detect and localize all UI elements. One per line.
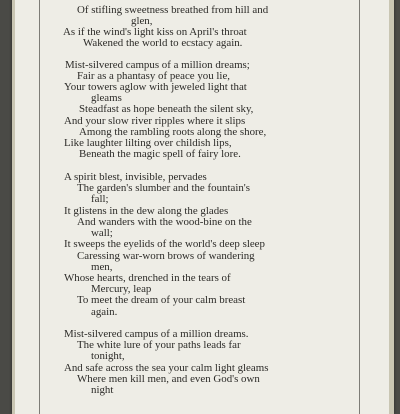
poem-line: And safe across the sea your calm light gleams (64, 362, 269, 374)
poem-line: Of stifling sweetness breathed from hill and (77, 4, 269, 16)
poem-line: It sweeps the eyelids of the world's deep sleep (64, 238, 265, 250)
poem-line: Mist-silvered campus of a million dreams; (65, 59, 250, 71)
poem-line: And your slow river ripples where it slips (64, 115, 246, 127)
poem-line: A spirit blest, invisible, pervades (64, 171, 207, 183)
poem-line: Whose hearts, drenched in the tears of (64, 272, 231, 284)
poem-line: It glistens in the dew along the glades (64, 205, 229, 217)
poem-line: Fair as a phantasy of peace you lie, (77, 70, 231, 82)
poem-line: Where men kill men, and even God's own (77, 373, 260, 385)
poem-card (15, 0, 389, 414)
poem-line: Like laughter lilting over childish lips, (64, 137, 232, 149)
poem-line: The white lure of your paths leads far (77, 339, 241, 351)
right-border-rule (359, 0, 360, 414)
poem-line: glen, (131, 15, 153, 27)
poem-line: fall; (91, 193, 109, 205)
poem-line: Caressing war-worn brows of wandering (77, 250, 255, 262)
poem-line: wall; (91, 227, 113, 239)
poem-line: Your towers aglow with jeweled light that (64, 81, 247, 93)
poem-line: gleams (91, 92, 122, 104)
poem-line: again. (91, 306, 118, 318)
poem-line: tonight, (91, 350, 125, 362)
poem-line: Beneath the magic spell of fairy lore. (79, 148, 241, 160)
poem-line: Mist-silvered campus of a million dreams. (64, 328, 249, 340)
poem-line: Among the rambling roots along the shore, (79, 126, 267, 138)
poem-line: Steadfast as hope beneath the silent sky, (79, 103, 254, 115)
poem-line: night (91, 384, 114, 396)
poem-line: To meet the dream of your calm breast (77, 294, 246, 306)
poem-line: Wakened the world to ecstacy again. (83, 37, 243, 49)
poem-line: As if the wind's light kiss on April's throat (63, 26, 247, 38)
left-border-rule (39, 0, 40, 414)
poem-line: And wanders with the wood-bine on the (77, 216, 252, 228)
poem-line: Mercury, leap (91, 283, 152, 295)
poem-line: The garden's slumber and the fountain's (77, 182, 250, 194)
poem-line: men, (91, 261, 113, 273)
